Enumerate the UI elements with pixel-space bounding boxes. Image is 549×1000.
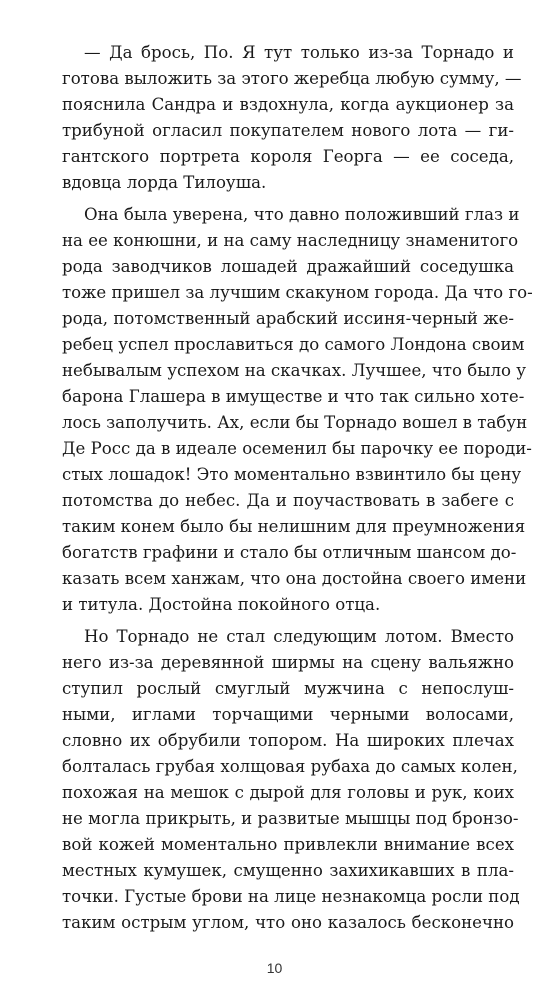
paragraph	[62, 624, 520, 936]
text-line: ребец успел прославиться до самого Лондона своим	[62, 335, 525, 354]
text-line: стых лошадок! Это моментально взвинтило бы цену	[62, 465, 522, 484]
text-line: тоже пришел за лучшим скакуном города. Да что го-	[62, 283, 533, 302]
text-line: таким острым углом, что оно казалось бесконечно	[62, 913, 514, 932]
text-line: него из-за деревянной ширмы на сцену вальяжно	[62, 653, 514, 672]
text-line: — Да брось, По. Я тут только из-за Торнадо и	[84, 43, 514, 62]
text-line: барона Глашера в имуществе и что так сильно хоте-	[62, 387, 525, 406]
text-line: на ее конюшни, и на саму наследницу знаменитого	[62, 231, 519, 250]
text-line: ступил рослый смуглый мужчина с непослуш-	[62, 679, 514, 698]
text-line: рода заводчиков лошадей дражайший соседушка	[62, 257, 514, 276]
text-line: лось заполучить. Ах, если бы Торнадо вошел в табун	[62, 413, 528, 432]
paragraph	[62, 40, 522, 196]
text-line: гантского портрета короля Георга — ее соседа,	[62, 147, 514, 166]
text-line: Де Росс да в идеале осеменил бы парочку ее породи-	[62, 439, 532, 458]
text-line: рода, потомственный арабский иссиня-черный же-	[62, 309, 514, 328]
text-line: таким конем было бы нелишним для преумножения	[62, 517, 526, 536]
text-line: богатств графини и стало бы отличным шансом до-	[62, 543, 517, 562]
text-line: трибуной огласил покупателем нового лота — ги-	[62, 121, 514, 140]
text-line: точки. Густые брови на лице незнакомца росли под	[62, 887, 520, 906]
text-line: словно их обрубили топором. На широких плечах	[62, 731, 514, 750]
text-line: вой кожей моментально привлекли внимание всех	[62, 835, 514, 854]
text-line: потомства до небес. Да и поучаствовать в забеге с	[62, 491, 514, 510]
page-body	[62, 40, 533, 936]
paragraph	[62, 202, 533, 618]
text-line: Она была уверена, что давно положивший глаз и	[84, 205, 520, 224]
text-line: небывалым успехом на скачках. Лучшее, что было у	[62, 361, 527, 380]
text-line: болталась грубая холщовая рубаха до самых колен,	[62, 757, 518, 776]
text-line: местных кумушек, смущенно захихикавших в пла-	[62, 861, 514, 880]
text-line: похожая на мешок с дырой для головы и рук, коих	[62, 783, 514, 802]
text-line: вдовца лорда Тилоуша.	[62, 173, 267, 192]
text-line: Но Торнадо не стал следующим лотом. Вместо	[84, 627, 514, 646]
text-line: не могла прикрыть, и развитые мышцы под бронзо-	[62, 809, 519, 828]
page-number: 10	[266, 960, 283, 976]
text-line: казать всем ханжам, что она достойна своего имени	[62, 569, 527, 588]
text-line: ными, иглами торчащими черными волосами,	[62, 705, 514, 724]
text-line: и титула. Достойна покойного отца.	[62, 595, 381, 614]
text-line: готова выложить за этого жеребца любую сумму, —	[62, 69, 522, 88]
text-line: пояснила Сандра и вздохнула, когда аукционер за	[62, 95, 514, 114]
text-body	[62, 40, 533, 936]
